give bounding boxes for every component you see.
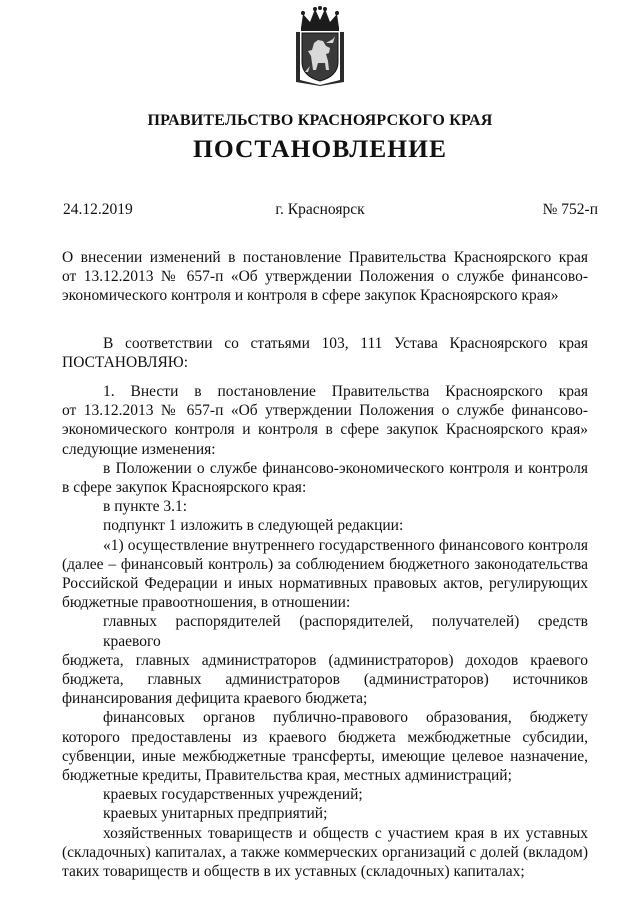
body-line: «1) осуществление внутреннего государственного финансового контроля (103, 536, 588, 554)
body-line: в сфере закупок Красноярского края: (62, 479, 307, 497)
document-number: № 752-п (542, 201, 598, 218)
body-line: таких товариществ и обществ в их уставных (складочных) капиталах; (62, 863, 525, 881)
basis-line: ПОСТАНОВЛЯЮ: (62, 354, 189, 372)
document-type: ПОСТАНОВЛЕНИЕ (193, 134, 447, 163)
body-line: следующие изменения: (62, 440, 216, 458)
body-line: Российской Федерации и иных нормативных правовых актов, регулирующих (62, 575, 588, 593)
body-line: субвенции, иные межбюджетные трансферты, имеющие целевое назначение, (62, 747, 588, 765)
body-line: финансовых органов публично-правового образования, бюджету (103, 709, 588, 727)
body-line: экономического контроля и контроля в сфере закупок Красноярского края» (62, 421, 588, 439)
body-line: которого предоставлены из краевого бюджета межбюджетные субсидии, (62, 728, 588, 746)
body-line: краевых государственных учреждений; (103, 786, 363, 804)
body-line: подпункт 1 изложить в следующей редакции: (103, 517, 404, 535)
coat-of-arms-icon (293, 6, 347, 86)
body-line: главных распорядителей (распорядителей, получателей) средств краевого (103, 613, 588, 650)
document-city: г. Красноярск (275, 201, 365, 218)
body-line: 1. Внести в постановление Правительства Красноярского края (103, 383, 588, 400)
body-line: в пункте 3.1: (103, 498, 188, 516)
body-line: бюджета, главных администраторов (администраторов) доходов краевого (62, 651, 588, 669)
body-line: бюджетные кредиты, Правительства края, местных администраций; (62, 767, 512, 785)
body-line: хозяйственных товариществ и обществ с участием края в их уставных (103, 824, 588, 842)
body-line: бюджетные правоотношения, в отношении: (62, 594, 351, 612)
document-body (62, 382, 588, 881)
body-line: (складочных) капиталах, а также коммерческих организаций с долей (вкладом) (62, 843, 588, 861)
body-line: финансирования дефицита краевого бюджета; (62, 690, 368, 708)
government-name: ПРАВИТЕЛЬСТВО КРАСНОЯРСКОГО КРАЯ (147, 112, 493, 129)
body-line: краевых унитарных предприятий; (103, 805, 328, 823)
document-date: 24.12.2019 (63, 201, 133, 218)
body-line: (далее – финансовый контроль) за соблюдением бюджетного законодательства (62, 555, 588, 573)
document-subject (62, 248, 588, 306)
subject-line: от 13.12.2013 № 657-п «Об утверждении Положения о службе финансово- (62, 268, 588, 286)
subject-line: экономического контроля и контроля в сфере закупок Красноярского края» (62, 287, 559, 305)
legal-basis (62, 334, 588, 372)
basis-line: В соответствии со статьями 103, 111 Устава Красноярского края (103, 335, 588, 352)
body-line: от 13.12.2013 № 657-п «Об утверждении Положения о службе финансово- (62, 402, 588, 420)
body-line: бюджета, главных администраторов (администраторов) источников (62, 671, 588, 689)
body-line: в Положении о службе финансово-экономического контроля и контроля (103, 459, 588, 477)
subject-line: О внесении изменений в постановление Правительства Красноярского края (62, 249, 588, 266)
